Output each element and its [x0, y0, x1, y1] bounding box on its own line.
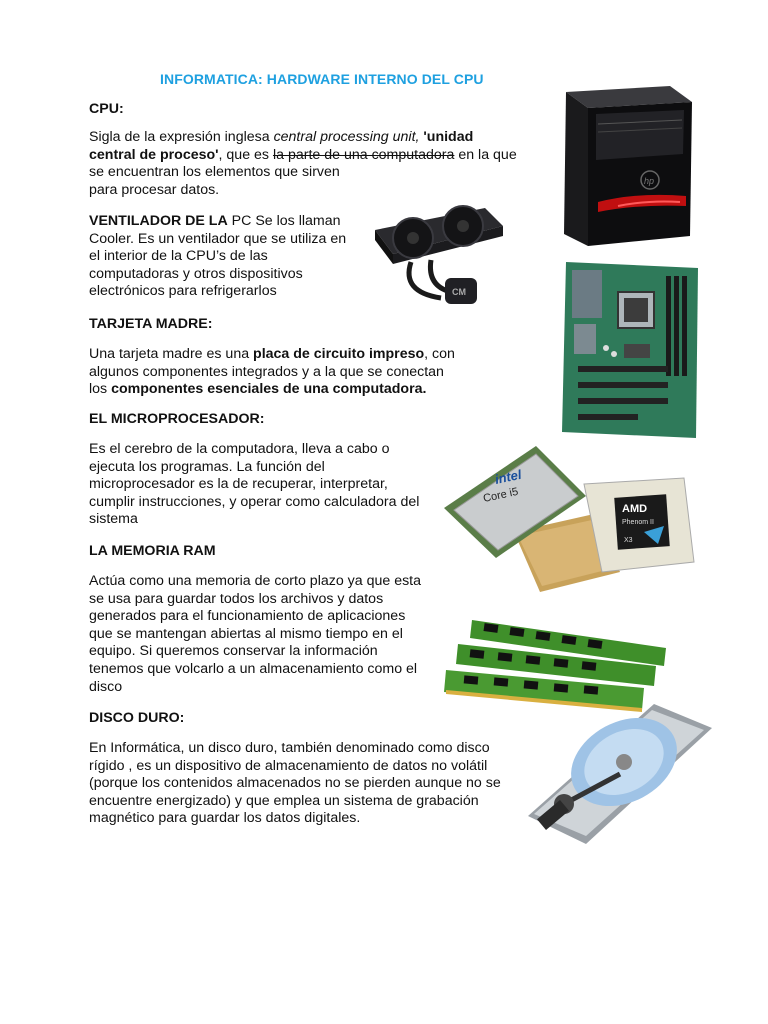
cpu-cooler-image: [371, 202, 507, 310]
cpu-paragraph: Sigla de la expresión inglesa central processing unit, 'unidad central de proceso', que es la parte de una computadora en la que se encuentran los elementos que sirven para procesar datos.: [89, 129, 517, 198]
section-heading-ram: LA MEMORIA RAM: [89, 543, 216, 559]
disk-paragraph: En Informática, un disco duro, también denominado como disco rígido , es un dispositivo de almacenamiento de datos no volátil (porque los contenidos almacenados no se pierden aunque no se encuentre energizado) y que emplea un sistema de grabación magnético para guardar los datos digitales.: [89, 740, 501, 827]
amd-logo: AMD: [622, 503, 648, 515]
amd-sub: X3: [624, 537, 633, 544]
intel-logo: intel: [493, 466, 523, 487]
section-heading-cpu: CPU:: [89, 101, 124, 117]
pc-case-image: [558, 84, 696, 250]
ram-paragraph: Actúa como una memoria de corto plazo ya que esta se usa para guardar todos los archivos y datos generados para el funcionamiento de aplicaciones que se mantengan abiertas al mismo tiempo en el equipo. Si queremos conservar la información tenemos que volcarlo a un almacenamiento como el disco: [89, 573, 422, 695]
motherboard-image: [558, 258, 704, 442]
hard-disk-image: [524, 700, 714, 846]
section-heading-motherboard: TARJETA MADRE:: [89, 316, 213, 332]
cooler-logo: CM: [452, 287, 466, 297]
page-title: INFORMATICA: HARDWARE INTERNO DEL CPU: [160, 71, 484, 87]
microprocessor-paragraph: Es el cerebro de la computadora, lleva a cabo o ejecuta los programas. La función del microprocesador es la de recuperar, interpretar, cumplir instrucciones, y operar como calculadora del sistema: [89, 441, 420, 528]
hp-logo: hp: [644, 176, 655, 186]
section-heading-disk: DISCO DURO:: [89, 710, 185, 726]
motherboard-paragraph: Una tarjeta madre es una placa de circuito impreso, con algunos componentes integrados y a la que se conectan los componentes esenciales de una computadora.: [89, 346, 455, 398]
processors-image: [444, 440, 696, 606]
amd-model: Phenom II: [622, 519, 654, 526]
fan-paragraph: VENTILADOR DE LA PC Se los llaman Cooler. Es un ventilador que se utiliza en el interior de la CPU’s de las computadoras y otros dispositivos electrónicos para refrigerarlos: [89, 213, 347, 300]
intel-model: Core i5: [482, 485, 520, 505]
section-heading-microprocessor: EL MICROPROCESADOR:: [89, 411, 265, 427]
